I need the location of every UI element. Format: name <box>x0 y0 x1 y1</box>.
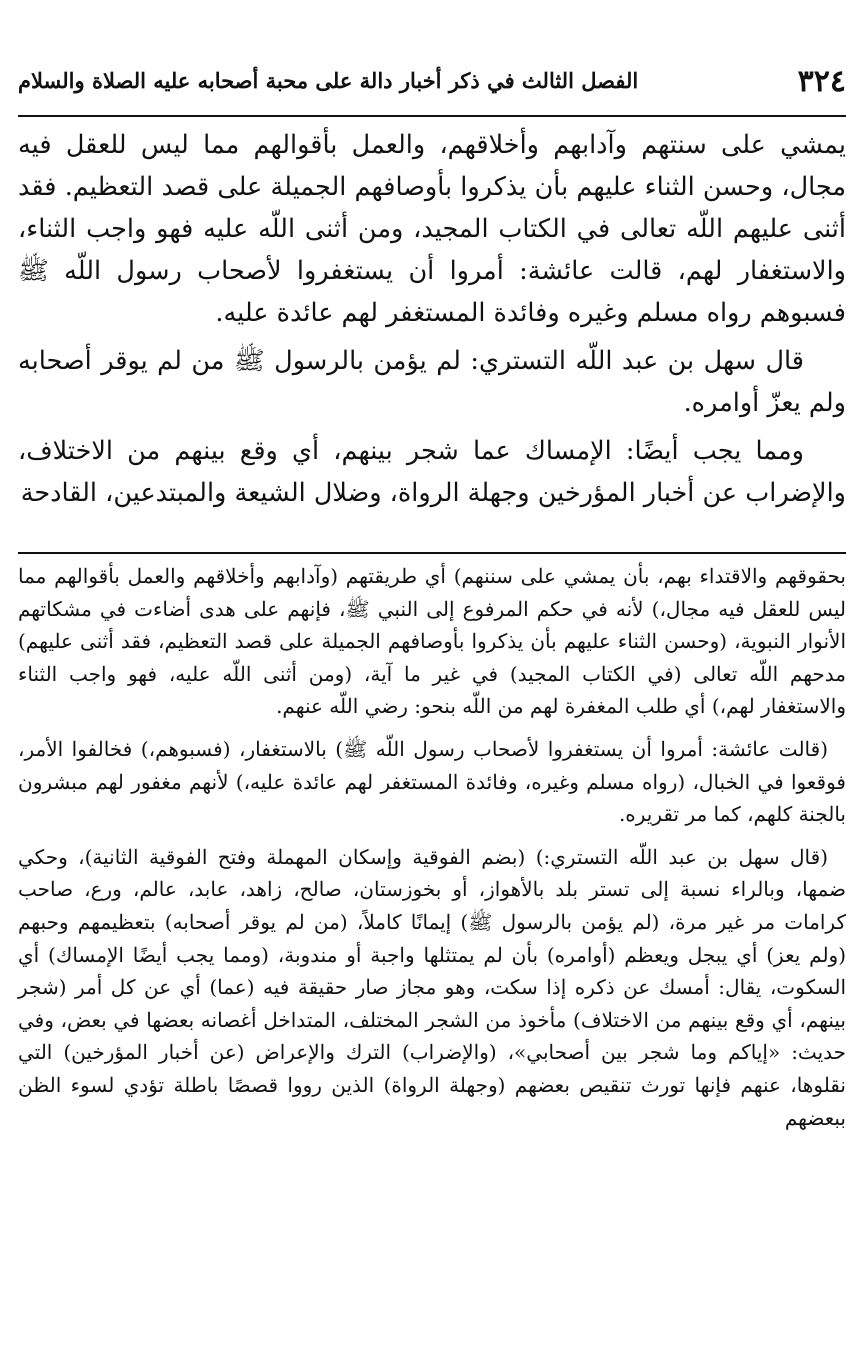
commentary-paragraph: (قالت عائشة: أمروا أن يستغفروا لأصحاب رسول اللّه ﷺ) بالاستغفار، (فسبوهم،) فخالفوا الأمر، فوقعوا في الخبال، (رواه مسلم وغيره، وفائدة المستغفر لهم عائدة عليه،) لأنهم مغفور لهم مبشرون بالجنة كلهم، كما مر تقريره. <box>18 736 846 827</box>
chapter-title: الفصل الثالث في ذكر أخبار دالة على محبة أصحابه عليه الصلاة والسلام <box>18 68 639 93</box>
commentary-paragraph: بحقوقهم والاقتداء بهم، بأن يمشي على سننهم) أي طريقتهم (وآدابهم وأخلاقهم والعمل بأقوالهم مما ليس للعقل فيه مجال،) لأنه في حكم المرفوع إلى النبي ﷺ، فإنهم على هدى أضاءت في مشكاتهم الأنوار النبوية، (وحسن الثناء عليهم بأن يذكروا بأوصافهم الجميلة على قصد التعظيم، فقد أثنى عليهم) مدحهم اللّه تعالى (في الكتاب المجيد) في غير ما آية، (ومن أثنى اللّه عليه، فهو واجب الثناء والاستغفار لهم،) أي طلب المغفرة لهم من اللّه بنحو: رضي اللّه عنهم. <box>18 564 846 719</box>
main-paragraph: قال سهل بن عبد اللّه التستري: لم يؤمن بالرسول ﷺ من لم يوقر أصحابه ولم يعزّ أوامره. <box>18 346 846 418</box>
header-rule <box>18 115 846 117</box>
commentary-paragraph: (قال سهل بن عبد اللّه التستري:) (بضم الفوقية وإسكان المهملة وفتح الفوقية الثانية)، وحكي ضمها، وبالراء نسبة إلى تستر بلد بالأهواز، أو بخوزستان، صالح، زاهد، عابد، عالم، ورع، صاحب كرامات مر غير مرة، (لم يؤمن بالرسول ﷺ) إيمانًا كاملاً، (من لم يوقر أصحابه) بتعظيمهم وحبهم (ولم يعز) أي يبجل ويعظم (أوامره) بأن لم يمتثلها واجبة أو مندوبة، (ومما يجب أيضًا الإمساك) أي السكوت، يقال: أمسك عن ذكره إذا سكت، وهو مجاز صار حقيقة فيه (عما) أي عن كل أمر (شجر بينهم، أي وقع بينهم من الاختلاف) مأخوذ من الشجر المختلف، المتداخل أغصانه بعضها في بعض، وفي حديث: «إياكم وما شجر بين أصحابي»، (والإضراب) الترك والإعراض (عن أخبار المؤرخين) التي نقلوها، عنهم فإنها تورث تنقيص بعضهم (وجهلة الرواة) الذين رووا قصصًا باطلة تؤدي لسوء الظن ببعضهم <box>18 844 846 1130</box>
main-paragraph: يمشي على سنتهم وآدابهم وأخلاقهم، والعمل بأقوالهم مما ليس للعقل فيه مجال، وحسن الثناء عليهم بأن يذكروا بأوصافهم الجميلة على قصد التعظيم. فقد أثنى عليهم اللّه تعالى في الكتاب المجيد، ومن أثنى اللّه عليه فهو واجب الثناء، والاستغفار لهم، قالت عائشة: أمروا أن يستغفروا لأصحاب رسول اللّه ﷺ فسبوهم رواه مسلم وغيره وفائدة المستغفر لهم عائدة عليه. <box>18 130 846 328</box>
footnote-rule <box>18 552 846 554</box>
main-text <box>18 124 846 520</box>
commentary-text <box>18 560 846 1142</box>
page-header <box>18 58 846 112</box>
main-paragraph: ومما يجب أيضًا: الإمساك عما شجر بينهم، أي وقع بينهم من الاختلاف، والإضراب عن أخبار المؤرخين وجهلة الرواة، وضلال الشيعة والمبتدعين، القادحة <box>18 436 846 508</box>
page-number: ٣٢٤ <box>797 64 846 99</box>
